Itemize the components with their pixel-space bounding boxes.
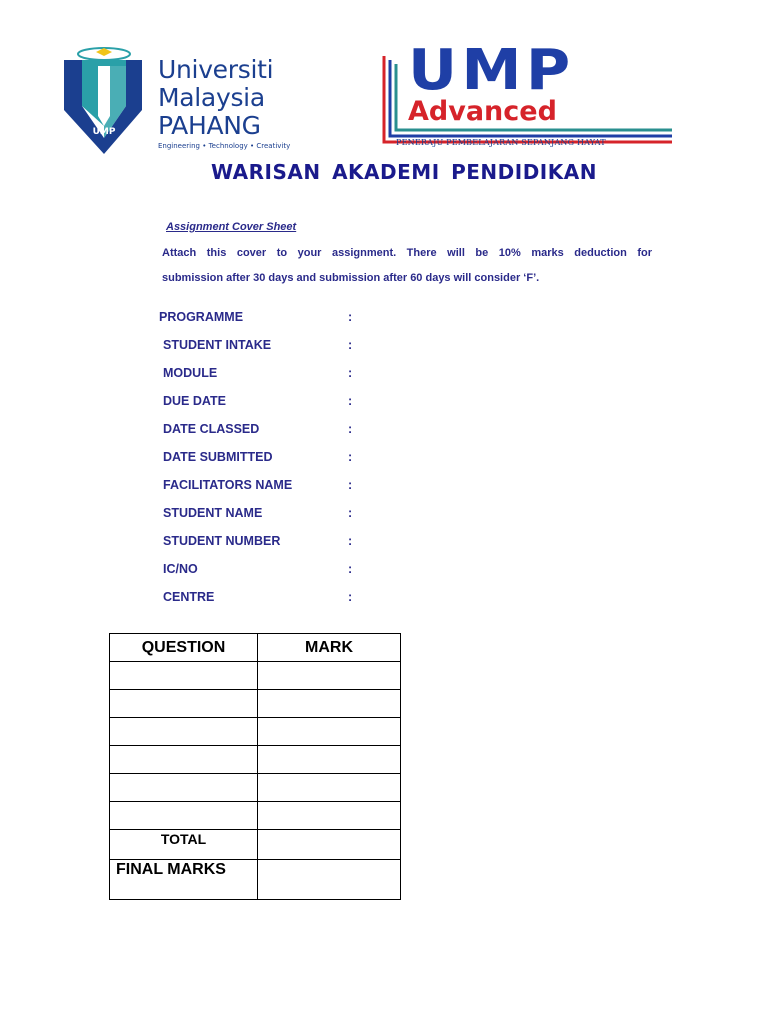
- marks-table: [109, 633, 401, 900]
- mark-cell[interactable]: [258, 802, 401, 830]
- field-label: FACILITATORS NAME: [163, 478, 293, 492]
- mark-cell[interactable]: [258, 690, 401, 718]
- page-title: WARISAN AKADEMI PENDIDIKAN: [211, 160, 597, 184]
- mark-cell[interactable]: [258, 746, 401, 774]
- ump-name-line2: Malaysia: [158, 83, 265, 112]
- field-label: MODULE: [163, 366, 218, 380]
- svg-text:UMP: UMP: [92, 127, 116, 137]
- cover-sheet-label: Assignment Cover Sheet: [166, 221, 297, 233]
- field-module: [159, 364, 459, 392]
- field-programme: [159, 308, 459, 336]
- final-marks-cell[interactable]: [258, 860, 401, 900]
- question-cell[interactable]: [110, 718, 258, 746]
- field-student-intake: [159, 336, 459, 364]
- ump-name-line3: PAHANG: [158, 111, 261, 140]
- question-cell[interactable]: [110, 662, 258, 690]
- field-facilitators-name: [159, 476, 459, 504]
- field-student-number: [159, 532, 459, 560]
- mark-column-header: MARK: [258, 634, 401, 662]
- question-cell[interactable]: [110, 746, 258, 774]
- field-separator: :: [348, 338, 353, 352]
- field-date-submitted: [159, 448, 459, 476]
- field-label: DATE CLASSED: [163, 422, 260, 436]
- total-mark-cell[interactable]: [258, 830, 401, 860]
- question-column-header: QUESTION: [110, 634, 258, 662]
- field-label: CENTRE: [163, 590, 215, 604]
- field-separator: :: [348, 562, 353, 576]
- field-label: DUE DATE: [163, 394, 226, 408]
- table-header-row: [110, 634, 401, 662]
- field-label: IC/NO: [163, 562, 198, 576]
- field-separator: :: [348, 534, 353, 548]
- field-date-classed: [159, 420, 459, 448]
- mark-cell[interactable]: [258, 718, 401, 746]
- final-marks-label: FINAL MARKS: [110, 860, 258, 900]
- advanced-logo-advanced-text: Advanced: [408, 96, 557, 127]
- field-student-name: [159, 504, 459, 532]
- field-separator: :: [348, 422, 353, 436]
- field-label: DATE SUBMITTED: [163, 450, 273, 464]
- field-separator: :: [348, 310, 353, 324]
- instructions-line2: submission after 30 days and submission after 60 days will consider ‘F’.: [162, 272, 540, 284]
- ump-university-name: [158, 56, 273, 140]
- mark-cell[interactable]: [258, 774, 401, 802]
- field-separator: :: [348, 394, 353, 408]
- field-label: STUDENT INTAKE: [163, 338, 272, 352]
- field-separator: :: [348, 478, 353, 492]
- cover-form-fields: [159, 308, 459, 616]
- field-ic-no: [159, 560, 459, 588]
- table-row: [110, 690, 401, 718]
- instructions-paragraph: [162, 241, 652, 291]
- ump-advanced-logo: [372, 38, 690, 156]
- field-separator: :: [348, 366, 353, 380]
- advanced-logo-ump-text: UMP: [408, 38, 575, 103]
- total-label: TOTAL: [110, 830, 258, 860]
- ump-logo: [62, 46, 318, 156]
- question-cell[interactable]: [110, 690, 258, 718]
- question-cell[interactable]: [110, 774, 258, 802]
- instructions-line1: Attach this cover to your assignment. There will be 10% marks deduction for: [162, 247, 652, 259]
- ump-tagline: Engineering • Technology • Creativity: [158, 142, 291, 150]
- table-row: [110, 718, 401, 746]
- advanced-logo-tagline: PENERAJU PEMBELAJARAN SEPANJANG HAYAT: [396, 138, 606, 147]
- table-row: [110, 802, 401, 830]
- field-label: STUDENT NUMBER: [163, 534, 281, 548]
- table-row: [110, 746, 401, 774]
- table-row: [110, 662, 401, 690]
- field-separator: :: [348, 506, 353, 520]
- field-label: PROGRAMME: [159, 310, 244, 324]
- field-due-date: [159, 392, 459, 420]
- final-marks-row: [110, 860, 401, 900]
- field-centre: [159, 588, 459, 616]
- ump-shield-icon: [62, 46, 142, 154]
- table-row: [110, 774, 401, 802]
- question-cell[interactable]: [110, 802, 258, 830]
- field-separator: :: [348, 450, 353, 464]
- ump-name-line1: Universiti: [158, 55, 274, 84]
- field-label: STUDENT NAME: [163, 506, 263, 520]
- mark-cell[interactable]: [258, 662, 401, 690]
- field-separator: :: [348, 590, 353, 604]
- total-row: [110, 830, 401, 860]
